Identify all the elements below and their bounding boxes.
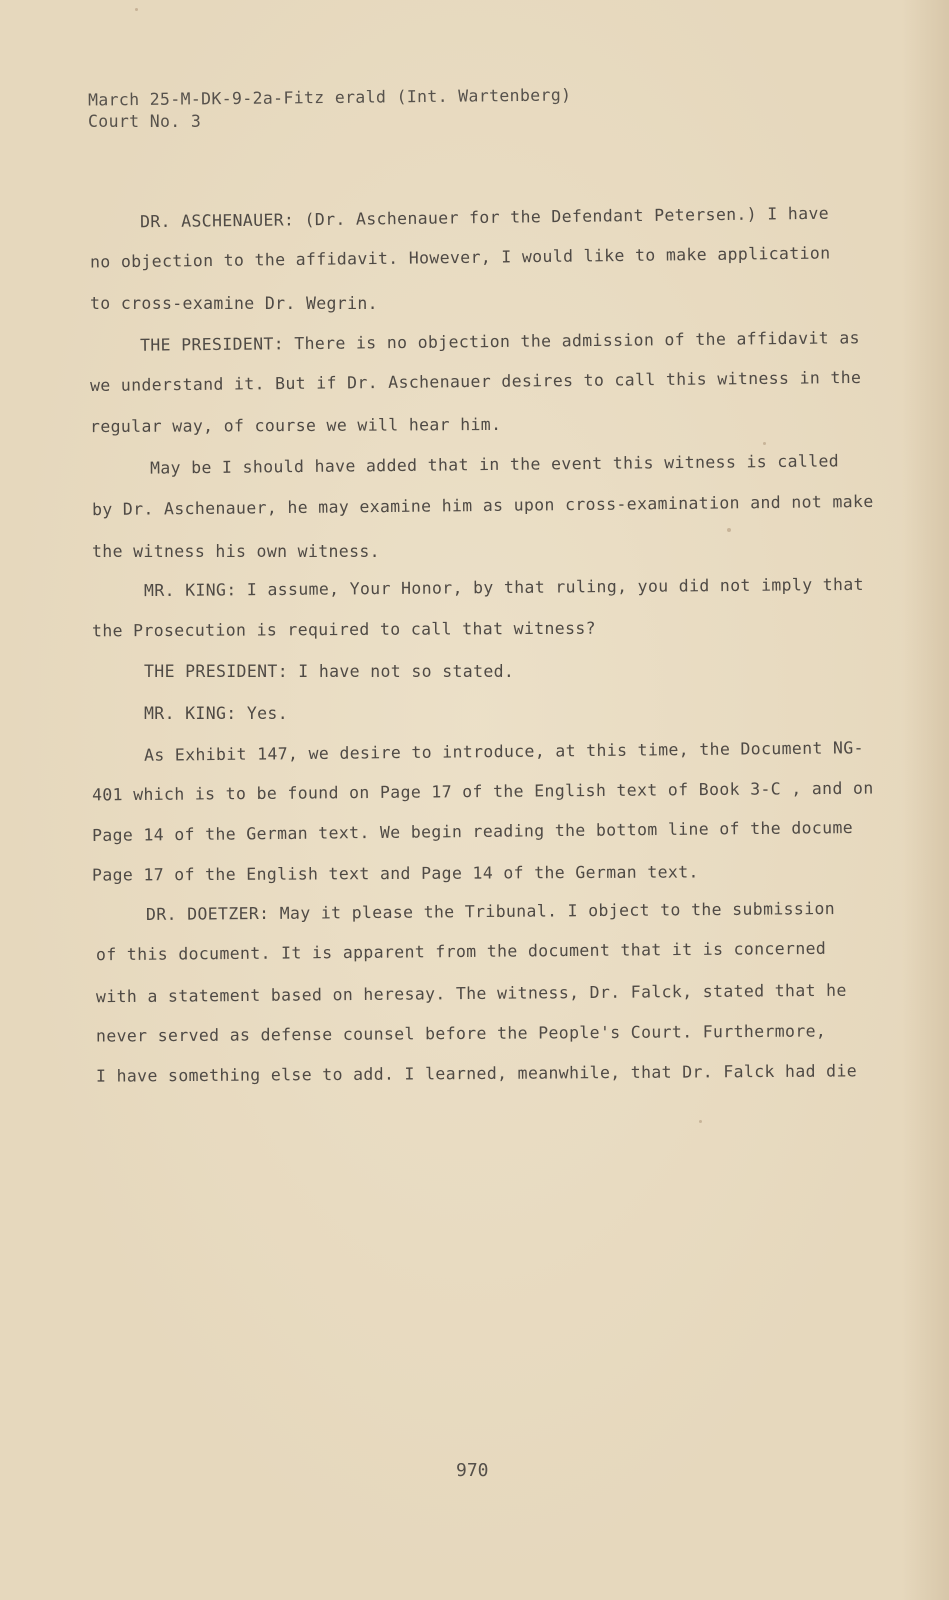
paper-speck — [699, 1120, 702, 1123]
transcript-line: regular way, of course we will hear him. — [89, 414, 502, 437]
transcript-line: the witness his own witness. — [92, 542, 380, 561]
transcript-line: Page 14 of the German text. We begin reading the bottom line of the docume — [91, 818, 854, 845]
header-line-2: Court No. 3 — [88, 112, 202, 131]
transcript-line: never served as defense counsel before the People's Court. Furthermore, — [95, 1021, 827, 1046]
paper-speck — [763, 442, 766, 445]
transcript-line: of this document. It is apparent from the document that it is concerned — [95, 938, 827, 965]
transcript-line: DR. ASCHENAUER: (Dr. Aschenauer for the Defendant Petersen.) I have — [139, 203, 830, 232]
transcript-line: with a statement based on heresay. The witness, Dr. Falck, stated that he — [95, 980, 847, 1007]
transcript-line: May be I should have added that in the event this witness is called — [149, 451, 840, 478]
transcript-line: THE PRESIDENT: I have not so stated. — [144, 662, 515, 681]
transcript-line: DR. DOETZER: May it please the Tribunal. I object to the submission — [145, 898, 836, 925]
transcript-line: 401 which is to be found on Page 17 of the English text of Book 3-C , and on — [91, 778, 874, 805]
transcript-line: Page 17 of the English text and Page 14 of the German text. — [91, 862, 699, 885]
page-number: 970 — [456, 1460, 489, 1481]
transcript-line: MR. KING: I assume, Your Honor, by that ruling, you did not imply that — [143, 574, 864, 601]
transcript-line: no objection to the affidavit. However, I would like to make application — [89, 243, 831, 272]
transcript-line: As Exhibit 147, we desire to introduce, at this time, the Document NG- — [143, 738, 864, 765]
header-line-1: March 25-M-DK-9-2a-Fitz erald (Int. Wartenberg) — [87, 85, 572, 110]
transcript-line: by Dr. Aschenauer, he may examine him as upon cross-examination and not make — [91, 491, 874, 520]
transcript-line: I have something else to add. I learned, meanwhile, that Dr. Falck had die — [95, 1061, 858, 1086]
transcript-line: we understand it. But if Dr. Aschenauer desires to call this witness in the — [89, 367, 862, 396]
paper-speck — [135, 8, 138, 11]
paper-speck — [727, 528, 731, 532]
transcript-line: MR. KING: Yes. — [144, 704, 288, 723]
transcript-line: THE PRESIDENT: There is no objection the admission of the affidavit as — [139, 328, 860, 355]
transcript-line: the Prosecution is required to call that witness? — [91, 618, 596, 641]
transcript-line: to cross-examine Dr. Wegrin. — [90, 294, 378, 313]
